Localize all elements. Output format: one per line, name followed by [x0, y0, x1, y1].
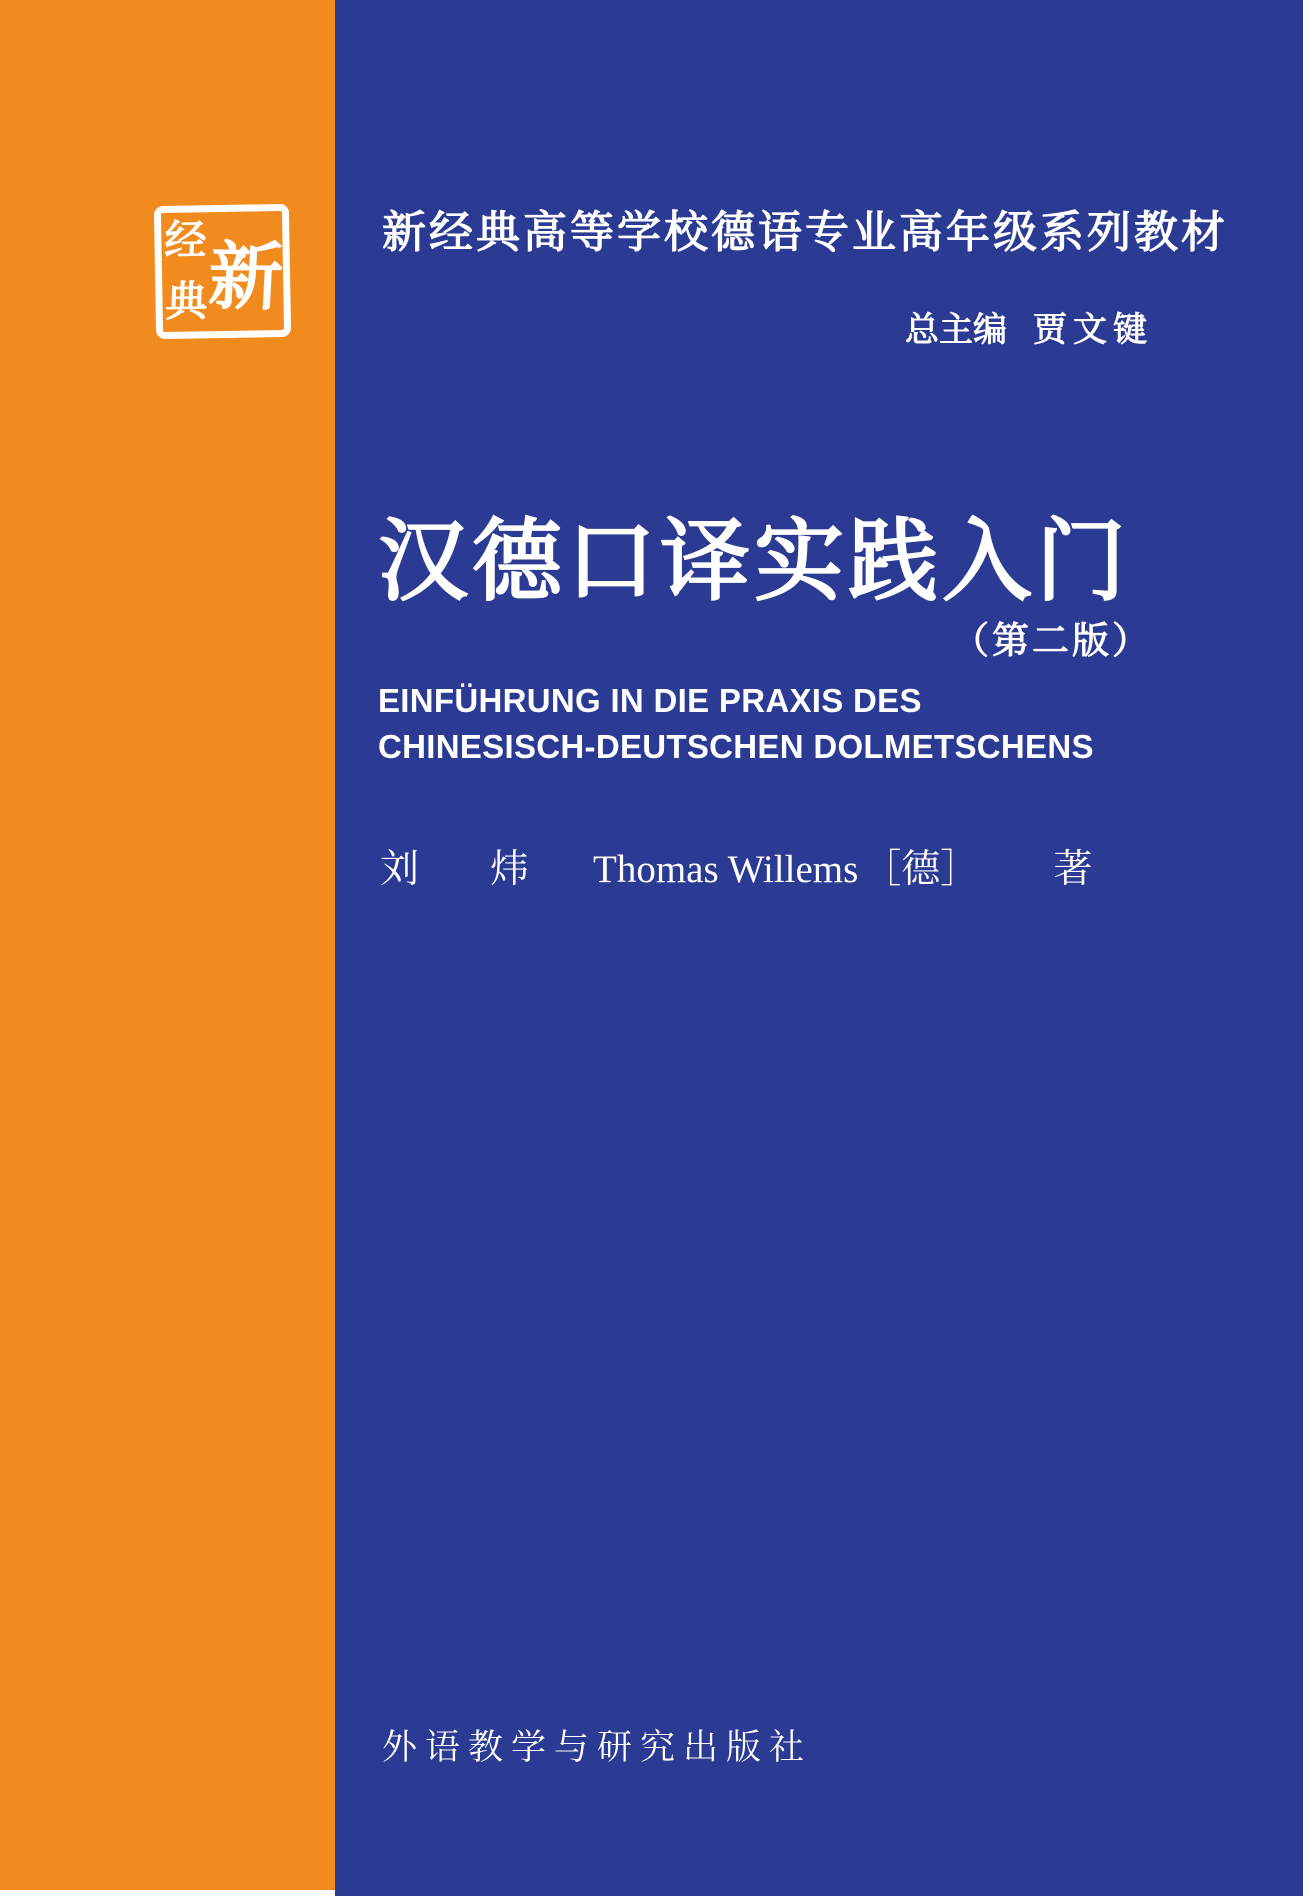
author-role-suffix: 著: [1053, 848, 1093, 891]
seal-char-dian: 典: [165, 277, 209, 326]
editor-line: [905, 302, 1153, 351]
author-latin-name: Thomas Willems: [593, 848, 859, 891]
seal-char-xin: 新: [206, 234, 285, 319]
authors-line: [380, 838, 1092, 894]
seal-left-column: [161, 212, 210, 332]
editor-role-label: 总主编: [905, 311, 1007, 349]
book-title-german: [378, 678, 1094, 770]
series-seal-logo: [154, 204, 291, 339]
book-title-german-line1: EINFÜHRUNG IN DIE PRAXIS DES: [378, 682, 922, 719]
edition-label: （第二版）: [952, 620, 1152, 661]
book-title-chinese: 汉德口译实践入门: [378, 512, 1130, 612]
seal-char-jing: 经: [164, 216, 208, 265]
series-title: 新经典高等学校德语专业高年级系列教材: [382, 208, 1228, 257]
seal-right-column: [208, 211, 284, 331]
editor-name: 贾文键: [1033, 311, 1153, 349]
author-chinese-name: 刘 炜: [380, 848, 546, 891]
blue-background-panel: [335, 0, 1303, 1896]
book-title-german-line2: CHINESISCH-DEUTSCHEN DOLMETSCHENS: [378, 728, 1094, 765]
publisher-name: 外语教学与研究出版社: [382, 1728, 813, 1767]
author-nationality-bracket: ［德］: [862, 848, 980, 891]
